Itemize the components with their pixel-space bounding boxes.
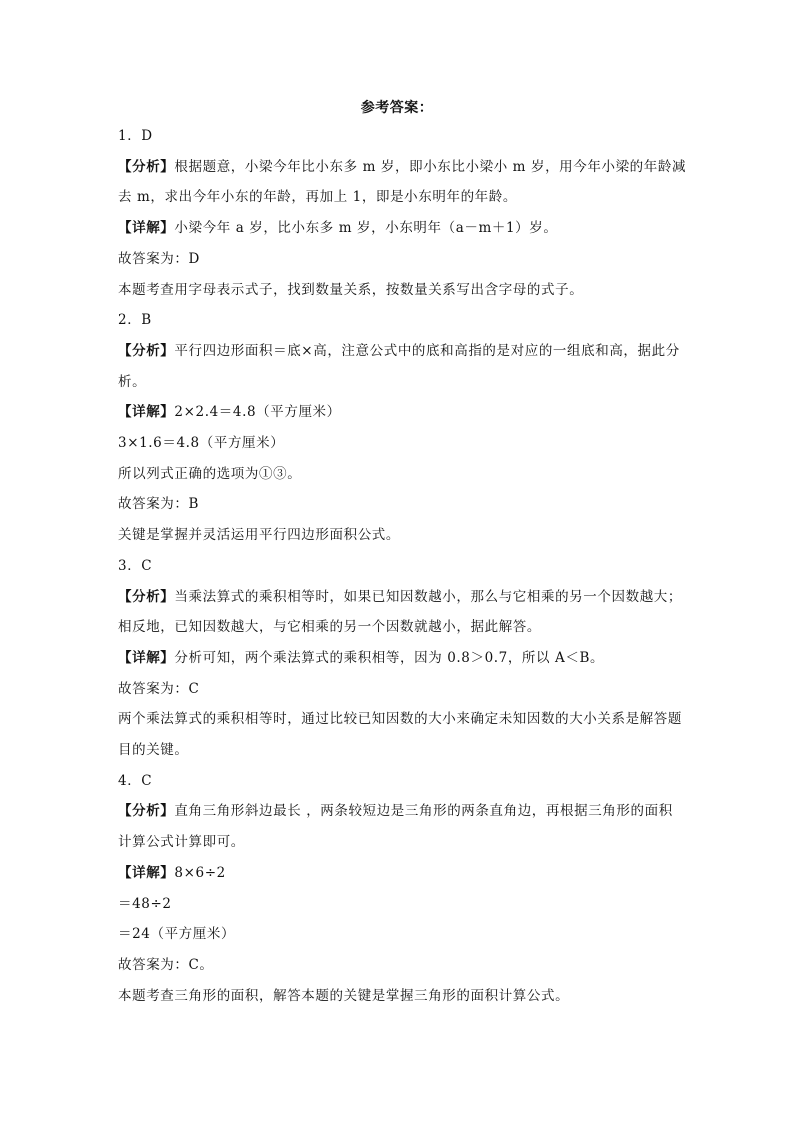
- question-number: 2．B: [118, 312, 152, 329]
- detail-text: 2×2.4＝4.8（平方厘米）: [174, 404, 341, 421]
- answer-line: 故答案为：D: [118, 250, 200, 267]
- detail-text: 8×6÷2: [174, 864, 226, 881]
- detail-text: 分析可知，两个乘法算式的乘积相等，因为 0.8＞0.7，所以 A＜B。: [174, 649, 605, 666]
- detail-line-cont: ＝48÷2: [118, 895, 172, 912]
- page-title: 参考答案：: [360, 100, 434, 116]
- detail-tag: 【详解】: [118, 220, 175, 237]
- analysis-text: 当乘法算式的乘积相等时，如果已知因数越小，那么与它相乘的另一个因数越大；: [174, 588, 683, 605]
- analysis-tag: 【分析】: [118, 588, 175, 605]
- summary-line: 关键是掌握并灵活运用平行四边形面积公式。: [118, 527, 400, 544]
- summary-line: 本题考查三角形的面积，解答本题的关键是掌握三角形的面积计算公式。: [118, 987, 570, 1004]
- detail-line: [118, 213, 688, 244]
- answer-content: [118, 121, 688, 1011]
- detail-tag: 【详解】: [118, 649, 175, 666]
- analysis-line: [118, 796, 688, 827]
- answer-line: 故答案为：B: [118, 496, 200, 513]
- question-number: 1．D: [118, 128, 153, 144]
- detail-line: [118, 643, 688, 674]
- answer-line: 故答案为：C: [118, 680, 200, 697]
- analysis-tag: 【分析】: [118, 342, 175, 359]
- analysis-text: 根据题意，小梁今年比小东多 m 岁，即小东比小梁小 m 岁，用今年小梁的年龄减: [174, 158, 687, 175]
- analysis-line: [118, 152, 688, 183]
- detail-line: [118, 397, 688, 428]
- analysis-tag: 【分析】: [118, 803, 175, 820]
- analysis-line-cont: 析。: [118, 373, 147, 390]
- analysis-tag: 【分析】: [118, 158, 175, 175]
- detail-line-cont: ＝24（平方厘米）: [118, 926, 236, 943]
- question-number: 3．C: [118, 557, 153, 574]
- analysis-text: 直角三角形斜边最长 ，两条较短边是三角形的两条直角边，再根据三角形的面积: [174, 803, 673, 820]
- detail-line-cont: 所以列式正确的选项为①③。: [118, 465, 302, 482]
- analysis-line-cont: 计算公式计算即可。: [118, 834, 245, 851]
- analysis-line: [118, 336, 688, 367]
- analysis-line-cont: 去 m，求出今年小东的年龄，再加上 1，即是小东明年的年龄。: [118, 189, 517, 206]
- detail-text: 小梁今年 a 岁，比小东多 m 岁，小东明年（a－m＋1）岁。: [174, 220, 558, 237]
- detail-tag: 【详解】: [118, 404, 175, 421]
- analysis-line: [118, 582, 688, 613]
- answer-line: 故答案为：C。: [118, 956, 214, 973]
- analysis-text: 平行四边形面积＝底×高，注意公式中的底和高指的是对应的一组底和高，据此分: [174, 342, 680, 359]
- detail-tag: 【详解】: [118, 864, 175, 881]
- summary-line: 本题考查用字母表示式子，找到数量关系，按数量关系写出含字母的式子。: [118, 281, 584, 298]
- detail-line-cont: 3×1.6＝4.8（平方厘米）: [118, 435, 285, 452]
- summary-line-cont: 目的关键。: [118, 742, 189, 759]
- analysis-line-cont: 相反地，已知因数越大，与它相乘的另一个因数就越小，据此解答。: [118, 619, 541, 636]
- summary-line: 两个乘法算式的乘积相等时，通过比较已知因数的大小来确定未知因数的大小关系是解答题: [118, 711, 682, 728]
- question-number: 4．C: [118, 772, 153, 789]
- detail-line: [118, 858, 688, 889]
